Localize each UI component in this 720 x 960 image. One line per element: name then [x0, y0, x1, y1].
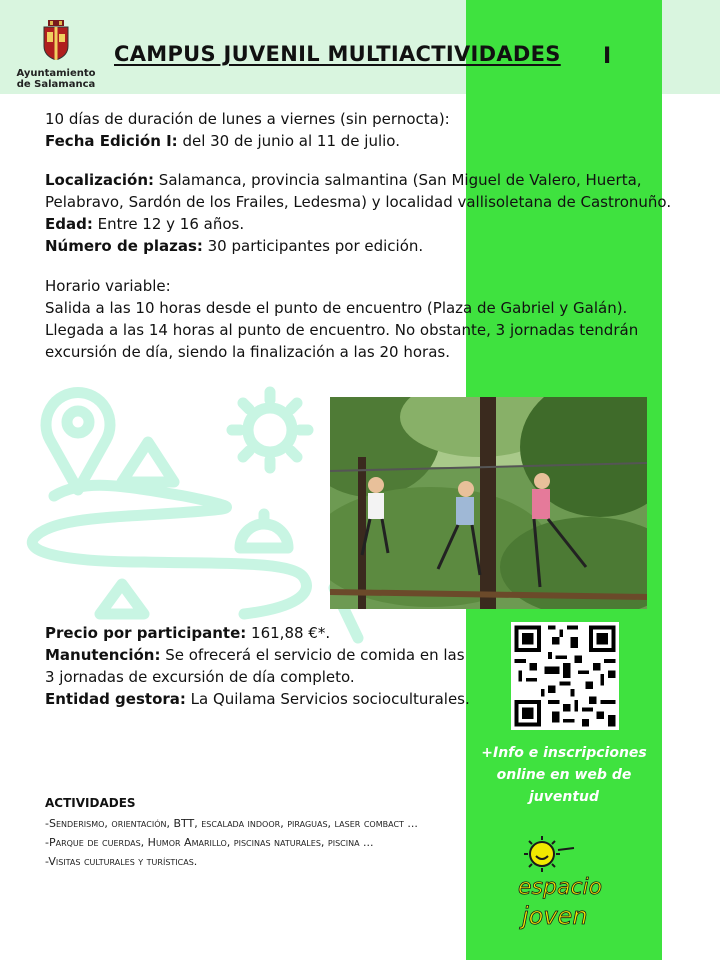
sun-icon: [248, 408, 292, 452]
activity-item: -Parque de cuerdas, Humor Amarillo, piscinas naturales, piscina ...: [45, 836, 374, 849]
edition-value: del 30 de junio al 11 de julio.: [177, 132, 400, 150]
dome-icon: [240, 514, 288, 548]
price-value: 161,88 €*.: [246, 624, 331, 642]
edition-date: [45, 130, 400, 152]
schedule-label: Horario variable:: [45, 277, 171, 295]
qr-code[interactable]: [511, 622, 619, 730]
age-line: [45, 213, 244, 235]
info-line3: juventud: [528, 789, 600, 805]
meals-label: Manutención:: [45, 646, 161, 664]
meals-line2: 3 jornadas de excursión de día completo.: [45, 668, 355, 686]
schedule-line3: excursión de día, siendo la finalización a las 20 horas.: [45, 343, 450, 361]
edition-mark: I: [603, 44, 612, 69]
info-text: [472, 742, 656, 808]
activity-item: -Visitas culturales y turísticas.: [45, 855, 198, 868]
org-name-line2: de Salamanca: [16, 79, 96, 90]
places-line: [45, 235, 423, 257]
entity-value: La Quilama Servicios socioculturales.: [185, 690, 470, 708]
brand-line2: joven: [522, 902, 588, 930]
price-label: Precio por participante:: [45, 624, 247, 642]
age-label: Edad:: [45, 215, 93, 233]
coat-of-arms-icon: [42, 20, 70, 60]
location-value: Salamanca, provincia salmantina (San Miguel de Valero, Huerta,: [154, 171, 642, 189]
city-council-logo: [14, 20, 98, 90]
page-title: CAMPUS JUVENIL MULTIACTIVIDADES: [114, 42, 561, 66]
schedule-line1: Salida a las 10 horas desde el punto de encuentro (Plaza de Gabriel y Galán).: [45, 299, 628, 317]
location-label: Localización:: [45, 171, 155, 189]
schedule-line2: Llegada a las 14 horas al punto de encuentro. No obstante, 3 jornadas tendrán: [45, 321, 639, 339]
org-name-line1: Ayuntamiento: [16, 68, 96, 79]
location-line1: [45, 169, 642, 191]
entity-label: Entidad gestora:: [45, 690, 186, 708]
entity-line: [45, 688, 470, 710]
location-line2: Pelabravo, Sardón de los Frailes, Ledesma) y localidad vallisoletana de Castronuño.: [45, 193, 672, 211]
activities-title: ACTIVIDADES: [45, 796, 136, 810]
price-line: [45, 622, 330, 644]
brand-line1: espacio: [518, 875, 603, 900]
places-value: 30 participantes por edición.: [202, 237, 424, 255]
mountain-icon: [122, 442, 174, 482]
info-line1: +Info e inscripciones: [481, 745, 647, 761]
activity-photo: [330, 397, 647, 609]
espacio-joven-logo: [512, 832, 622, 936]
places-label: Número de plazas:: [45, 237, 203, 255]
duration-text: 10 días de duración de lunes a viernes (sin pernocta):: [45, 110, 450, 128]
activity-item: -Senderismo, orientación, BTT, escalada indoor, piraguas, laser combact ...: [45, 817, 418, 830]
age-value: Entre 12 y 16 años.: [92, 215, 245, 233]
sun-face-icon: [524, 836, 574, 872]
edition-label: Fecha Edición I:: [45, 132, 178, 150]
meals-value: Se ofrecerá el servicio de comida en las: [160, 646, 465, 664]
info-line2: online en web de: [496, 767, 632, 783]
meals-line1: [45, 644, 465, 666]
